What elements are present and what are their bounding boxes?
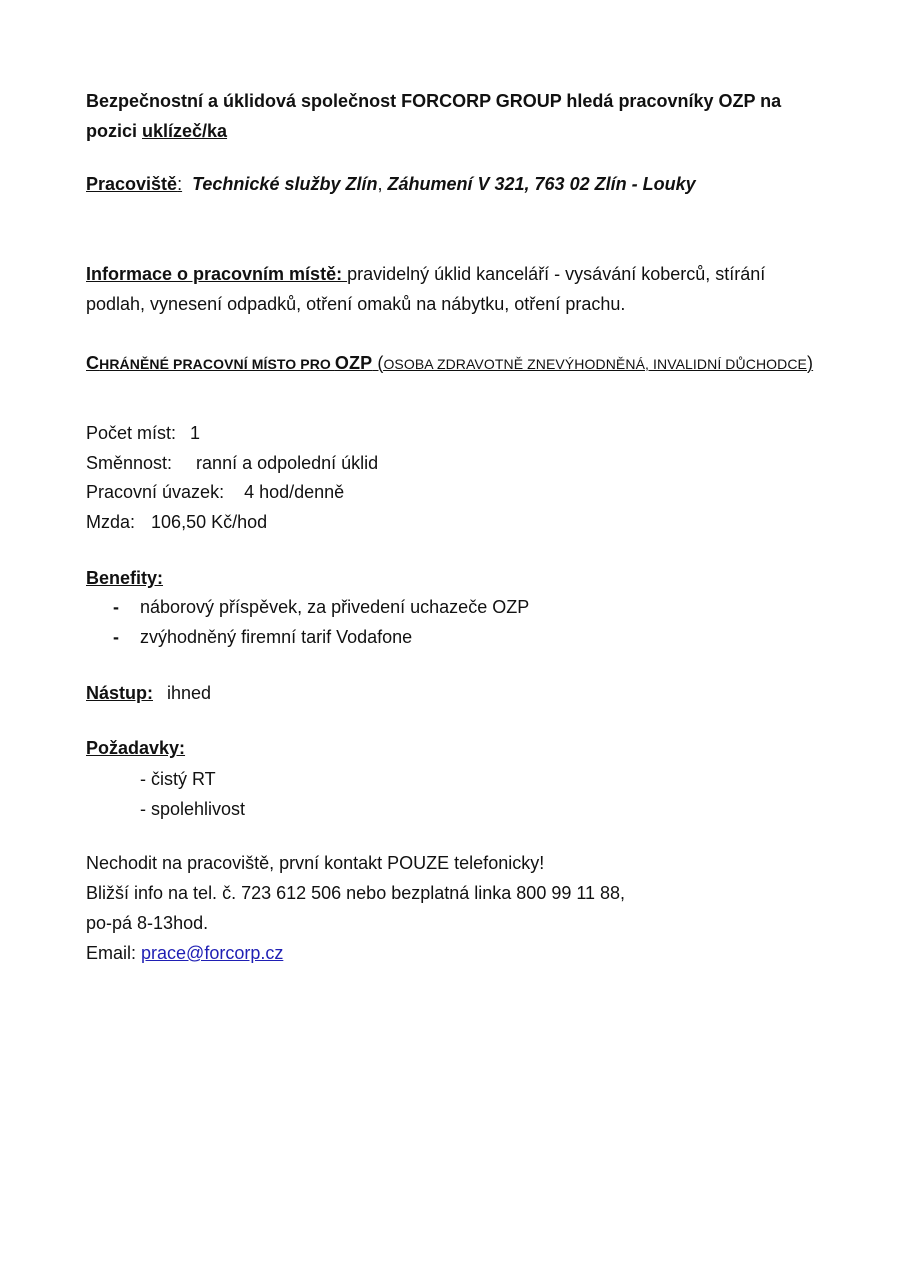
bullet-dash: -: [113, 627, 119, 647]
contact-hours: po-pá 8-13hod.: [86, 913, 209, 933]
contact-email-row: [86, 938, 816, 968]
fact-label: Směnnost:: [86, 452, 173, 473]
job-info-section: [86, 259, 816, 319]
ozp-paren-open: (: [372, 353, 384, 373]
fact-row: [86, 449, 816, 479]
benefits-heading: Benefity:: [86, 568, 164, 588]
fact-value: 106,50 Kč/hod: [151, 511, 268, 532]
job-position: uklízeč/ka: [142, 121, 228, 141]
list-item: - čistý RT: [140, 769, 216, 789]
list-item: - spolehlivost: [140, 799, 246, 819]
title-line-2: [86, 116, 816, 146]
requirements-list: [86, 764, 816, 824]
list-item: [86, 622, 816, 652]
page-title: [86, 86, 816, 146]
fact-row: [86, 508, 816, 538]
title-line-1: Bezpečnostní a úklidová společnost FORCORP GROUP hledá pracovníky OZP na: [86, 91, 782, 111]
list-item: [86, 592, 816, 622]
contact-note: Nechodit na pracoviště, první kontakt POUZE telefonicky!: [86, 853, 545, 873]
fact-label: Počet míst:: [86, 423, 177, 443]
bullet-dash: -: [113, 597, 119, 617]
ozp-heading: [86, 350, 816, 377]
title-prefix: pozici: [86, 121, 143, 141]
benefit-text: náborový příspěvek, za přivedení uchazeče OZP: [140, 597, 530, 617]
job-facts: [86, 419, 816, 537]
ozp-description: OSOBA ZDRAVOTNĚ ZNEVÝHODNĚNÁ, INVALIDNÍ DŮCHODCE: [383, 356, 807, 372]
fact-row: [86, 419, 816, 449]
workplace-name: Technické služby Zlín: [192, 174, 378, 194]
workplace-label: Pracoviště: [86, 174, 178, 194]
contact-phone: Bližší info na tel. č. 723 612 506 nebo bezplatná linka 800 99 11 88,: [86, 883, 626, 903]
ozp-heading-text: HRÁNĚNÉ PRACOVNÍ MÍSTO PRO: [99, 356, 335, 372]
fact-value: 4 hod/denně: [244, 482, 345, 502]
workplace-address: Záhumení V 321, 763 02 Zlín - Louky: [382, 174, 696, 194]
start-section: [86, 679, 816, 707]
fact-value: 1: [190, 423, 201, 443]
fact-label: Mzda:: [86, 511, 136, 532]
benefits-list: [86, 592, 816, 652]
job-info-text: pravidelný úklid kanceláří - vysávání koberců, stírání podlah, vynesení odpadků, otření omaků na nábytku, otření prachu.: [86, 264, 766, 314]
job-info-label: Informace o pracovním místě:: [86, 264, 348, 284]
fact-label: Pracovní úvazek:: [86, 482, 225, 502]
workplace-separator: ,: [377, 174, 383, 194]
ozp-paren-close: ): [807, 353, 814, 373]
email-link[interactable]: prace@forcorp.cz: [141, 943, 284, 963]
fact-row: [86, 478, 816, 508]
ozp-heading-initial: C: [86, 353, 100, 373]
start-label: Nástup:: [86, 683, 153, 703]
start-value: ihned: [167, 683, 212, 703]
email-label: Email:: [86, 943, 142, 963]
fact-value: ranní a odpolední úklid: [196, 452, 379, 473]
workplace-colon: :: [177, 174, 183, 194]
contact-section: [86, 848, 816, 968]
ozp-abbreviation: OZP: [334, 353, 373, 373]
benefit-text: zvýhodněný firemní tarif Vodafone: [140, 627, 413, 647]
requirements-heading: Požadavky:: [86, 738, 186, 758]
workplace-section: [86, 170, 816, 198]
